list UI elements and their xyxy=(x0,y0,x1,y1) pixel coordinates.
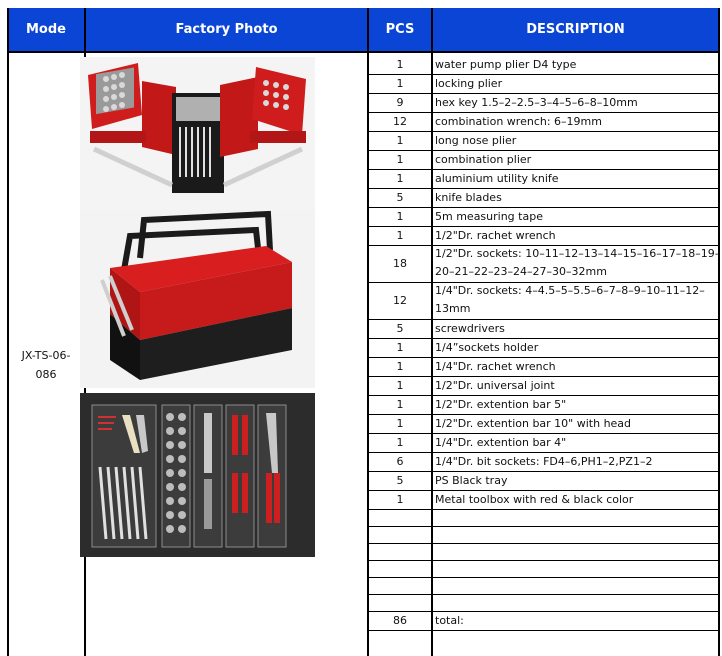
row-description: 1/4"Dr. extention bar 4" xyxy=(435,436,567,449)
row-description: 1/2"Dr. extention bar 10" with head xyxy=(435,417,632,430)
row-pcs: 12 xyxy=(393,115,407,128)
row-pcs xyxy=(368,577,432,594)
header-mode: Mode xyxy=(8,8,84,51)
row-description: long nose plier xyxy=(435,134,517,147)
row-description: 1/4”sockets holder xyxy=(435,341,539,354)
row-pcs: 86 xyxy=(393,614,407,627)
header-bottom-line xyxy=(7,51,720,53)
row-pcs: 12 xyxy=(393,294,407,307)
row-pcs xyxy=(368,543,432,560)
row-description: 1/2"Dr. rachet wrench xyxy=(435,229,556,242)
header-pcs: PCS xyxy=(369,8,431,51)
row-pcs xyxy=(368,560,432,577)
header-description: DESCRIPTION xyxy=(433,8,718,51)
closed-toolbox-photo xyxy=(80,210,315,388)
row-pcs: 1 xyxy=(396,134,404,147)
row-description: 1/2"Dr. extention bar 5" xyxy=(435,398,567,411)
row-pcs: 1 xyxy=(396,417,404,430)
row-description: locking plier xyxy=(435,77,503,90)
row-description: 1/2"Dr. universal joint xyxy=(435,379,555,392)
row-pcs: 1 xyxy=(396,379,404,392)
grid-line-left xyxy=(7,8,9,656)
row-description: combination plier xyxy=(435,153,532,166)
row-description: total: xyxy=(435,614,464,627)
row-description: 1/4"Dr. sockets: 4–4.5–5–5.5–6–7–8–9–10–11–12–13mm xyxy=(435,284,705,315)
row-description xyxy=(435,509,721,526)
row-description: 1/4"Dr. bit sockets: FD4–6,PH1–2,PZ1–2 xyxy=(435,455,653,468)
row-description: 5m measuring tape xyxy=(435,210,543,223)
row-pcs: 1 xyxy=(396,58,404,71)
tool-trays-photo xyxy=(80,393,315,557)
open-toolbox-photo xyxy=(80,57,315,210)
header-factory-photo: Factory Photo xyxy=(86,8,367,51)
row-divider xyxy=(367,630,720,631)
row-description xyxy=(435,560,721,577)
row-pcs xyxy=(368,526,432,543)
row-description: hex key 1.5–2–2.5–3–4–5–6–8–10mm xyxy=(435,96,638,109)
row-pcs: 9 xyxy=(396,96,404,109)
mode-value: JX-TS-06- 086 xyxy=(21,349,71,381)
row-pcs: 18 xyxy=(393,257,407,270)
row-pcs xyxy=(368,509,432,526)
row-pcs: 5 xyxy=(396,474,404,487)
row-pcs: 1 xyxy=(396,172,404,185)
row-pcs: 1 xyxy=(396,398,404,411)
row-pcs: 5 xyxy=(396,322,404,335)
row-description: Metal toolbox with red & black color xyxy=(435,493,634,506)
row-pcs: 6 xyxy=(396,455,404,468)
row-description: aluminium utility knife xyxy=(435,172,559,185)
row-description: water pump plier D4 type xyxy=(435,58,577,71)
row-pcs: 1 xyxy=(396,436,404,449)
row-description xyxy=(435,577,721,594)
row-pcs: 1 xyxy=(396,341,404,354)
row-pcs xyxy=(368,594,432,611)
row-description: combination wrench: 6–19mm xyxy=(435,115,602,128)
row-description xyxy=(435,594,721,611)
row-pcs: 1 xyxy=(396,493,404,506)
row-description xyxy=(435,543,721,560)
row-pcs: 1 xyxy=(396,153,404,166)
row-description xyxy=(435,526,721,543)
row-pcs: 1 xyxy=(396,360,404,373)
row-pcs: 1 xyxy=(396,77,404,90)
row-pcs: 5 xyxy=(396,191,404,204)
row-description: 1/4"Dr. rachet wrench xyxy=(435,360,556,373)
row-description: knife blades xyxy=(435,191,502,204)
row-description: screwdrivers xyxy=(435,322,505,335)
row-pcs: 1 xyxy=(396,210,404,223)
row-description: 1/2"Dr. sockets: 10–11–12–13–14–15–16–17–18–19–20–21–22–23–24–27–30–32mm xyxy=(435,247,721,278)
row-pcs: 1 xyxy=(396,229,404,242)
row-description: PS Black tray xyxy=(435,474,508,487)
